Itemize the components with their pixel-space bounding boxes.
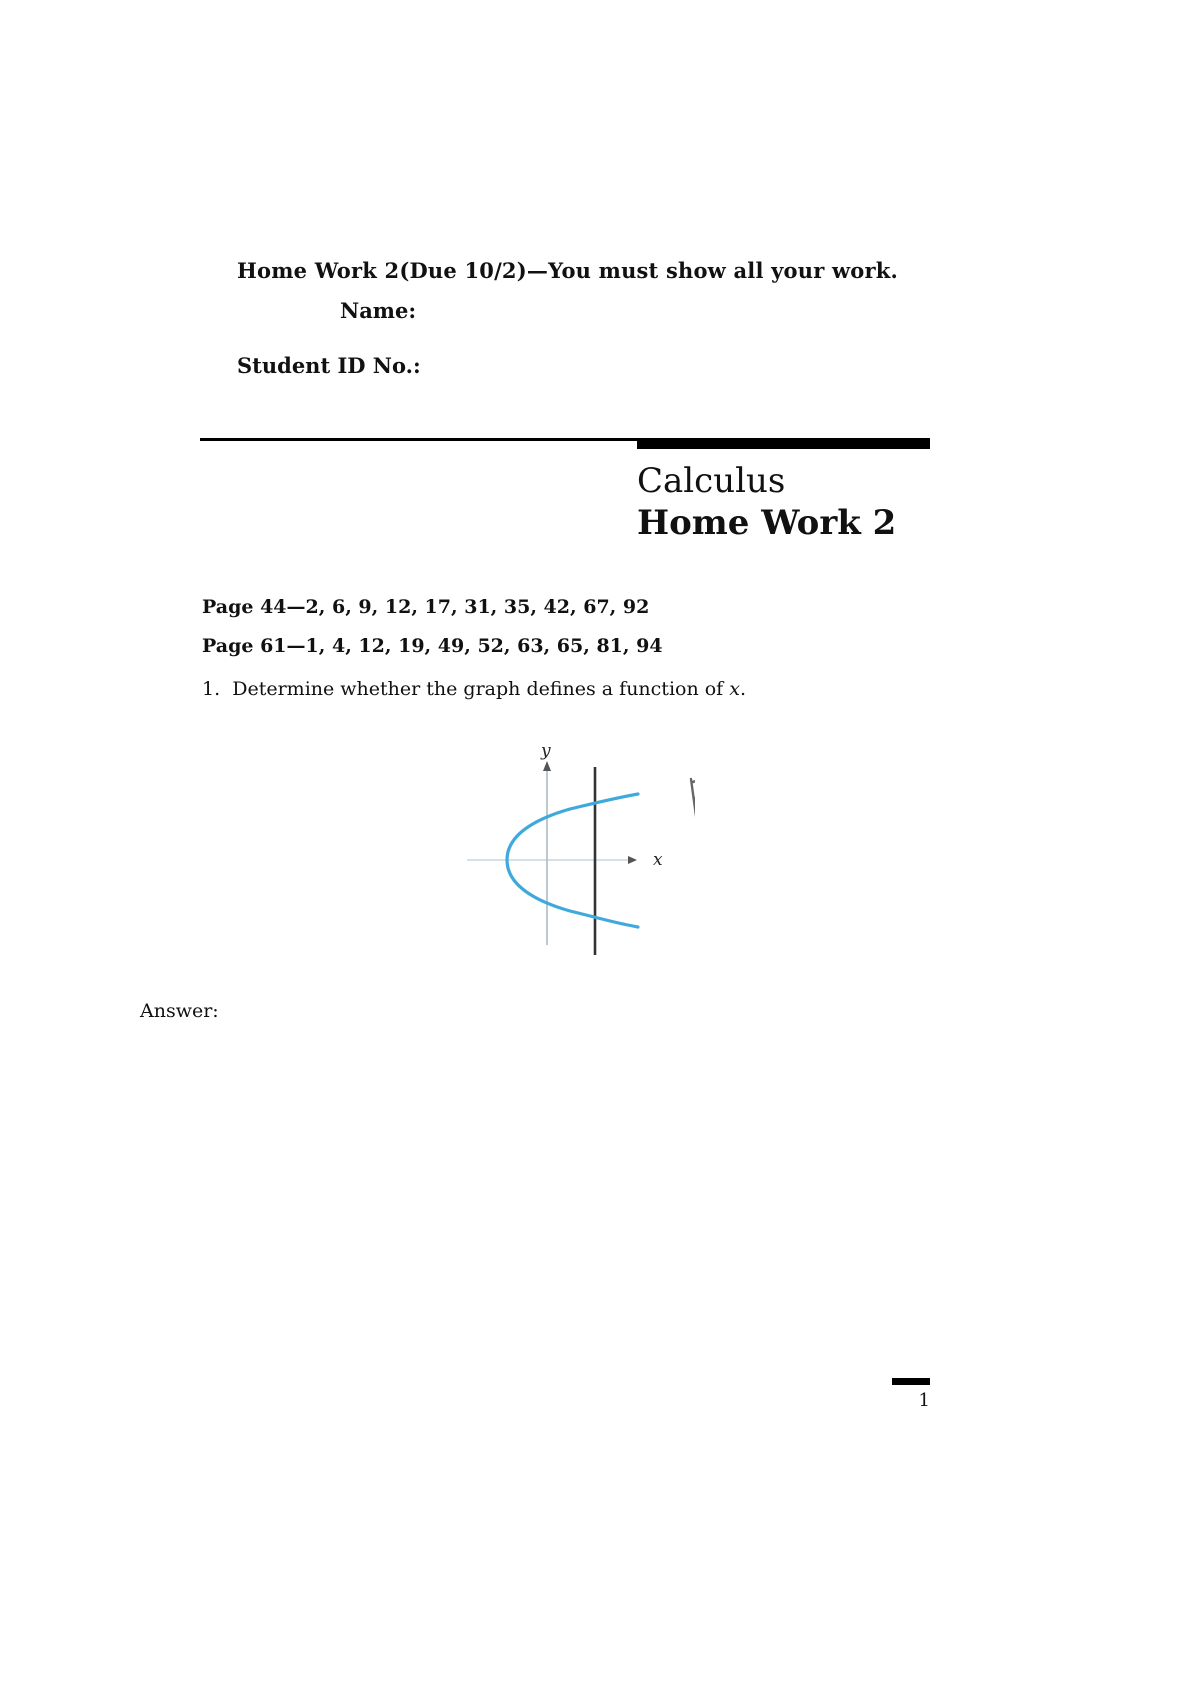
header-dash: — [526,258,549,283]
question-text: Determine whether the graph defines a function of [232,678,724,700]
student-id-label: Student ID No.: [237,353,421,378]
course-title: Calculus [637,461,786,501]
question-1 [202,678,746,700]
y-axis-label: y [541,741,551,761]
assignment-page-label: Page 61 [202,635,287,657]
assignment-row [202,635,663,657]
question-number: 1. [202,678,221,700]
name-label: Name: [340,298,417,323]
handwritten-answer-mark [691,775,695,816]
assignment-problems: —1, 4, 12, 19, 49, 52, 63, 65, 81, 94 [286,635,663,657]
parabola-graph [455,735,695,957]
x-axis-arrow [628,856,637,864]
page-number: 1 [918,1390,930,1411]
question-end: . [739,678,747,700]
assignment-problems: —2, 6, 9, 12, 17, 31, 35, 42, 67, 92 [286,596,650,618]
x-axis-label: x [653,850,663,870]
y-axis-arrow [543,761,551,771]
assignment-header [237,258,898,283]
assignment-row [202,596,649,618]
course-subtitle: Home Work 2 [637,503,897,543]
page-number-rule [892,1378,930,1385]
answer-label: Answer: [140,1000,219,1022]
header-instruction: You must show all your work. [548,258,898,283]
assignment-page-label: Page 44 [202,596,287,618]
question-variable: x [729,678,740,700]
assignment-title: Home Work 2(Due 10/2) [237,258,527,283]
course-title-block [637,460,896,544]
title-rule-thick [637,438,930,449]
